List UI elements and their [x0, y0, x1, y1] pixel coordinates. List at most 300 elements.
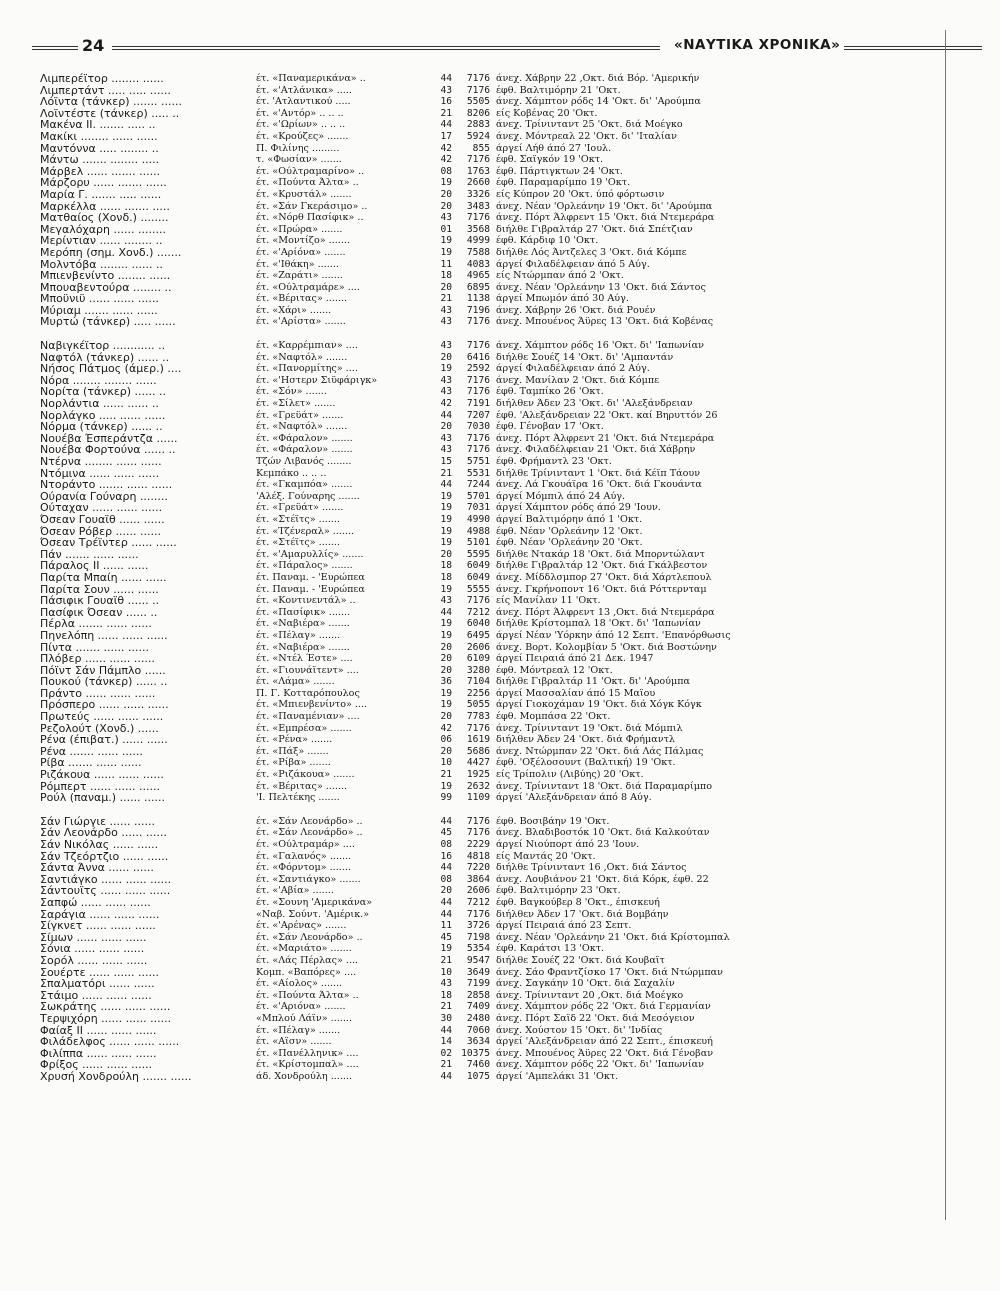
table-row — [40, 642, 780, 654]
table-row — [40, 119, 780, 131]
ship-position: άνεχ. Νέαν 'Ορλεάνην 13 'Οκτ. διά Σάντος — [496, 281, 706, 293]
table-row — [40, 1048, 780, 1060]
table-row — [40, 73, 780, 85]
tonnage: 2592 — [466, 363, 490, 375]
ship-position: έφθ. Νέαν 'Ορλεάνην 12 'Οκτ. — [496, 525, 643, 537]
ship-agent: έτ. «Παναμένιαν» .... — [256, 711, 360, 723]
table-row — [40, 456, 780, 468]
tonnage: 6040 — [466, 618, 490, 630]
tonnage: 1763 — [466, 165, 490, 177]
ship-positions-table — [40, 73, 780, 1094]
ship-name: Πίντα ....... ...... ...... — [40, 641, 149, 654]
ship-position: διήλθεν Άδεν 17 'Οκτ. διά Βομβάην — [496, 908, 669, 920]
ship-name: Όσεαν Τρέϊντερ ...... ...... — [40, 537, 177, 549]
table-row — [40, 595, 780, 607]
build-year: 20 — [440, 641, 452, 653]
table-row — [40, 897, 780, 909]
table-row — [40, 143, 780, 155]
table-row — [40, 560, 780, 572]
ship-position: άνεχ. Χάβρην 26 'Οκτ. διά Ρουέν — [496, 304, 656, 316]
tonnage: 7176 — [466, 154, 490, 166]
ship-position: είς Κοβένας 20 'Οκτ. — [496, 107, 598, 119]
ship-agent: έτ. «Φόρντομ» ....... — [256, 862, 351, 874]
table-row — [40, 769, 780, 781]
table-row — [40, 444, 780, 456]
table-row — [40, 514, 780, 526]
ship-name: Φιλάδελφος ...... ...... ...... — [40, 1036, 180, 1048]
ship-position: άνεχ. Μίδδλσμπορ 27 'Οκτ. διά Χάρτλεπουλ — [496, 571, 712, 583]
table-row — [40, 1071, 780, 1083]
build-year: 21 — [440, 293, 452, 305]
table-row — [40, 479, 780, 491]
build-year: 36 — [440, 676, 452, 688]
ship-agent: Τζών Λιβανός ........ — [256, 456, 352, 467]
ship-agent: έτ. «Ναβιέρα» ....... — [256, 641, 350, 653]
ship-agent: έτ. «'Ιθάκη» ....... — [256, 258, 339, 270]
table-row — [40, 410, 780, 422]
build-year: 19 — [440, 583, 452, 595]
table-row — [40, 108, 780, 120]
build-year: 06 — [440, 734, 452, 746]
ship-name: Σάντα Άννα ...... ...... — [40, 862, 154, 874]
table-row — [40, 862, 780, 874]
ship-position: διήλθεν Άδεν 23 'Οκτ. δι' 'Αλεξάνδρειαν — [496, 398, 693, 410]
ship-name: Ούρανία Γούναρη ........ — [40, 490, 168, 503]
ship-name: Σπαλματόρι ...... ...... — [40, 978, 155, 990]
ship-position: άργεί Πειραιά άπό 21 Δεκ. 1947 — [496, 653, 654, 665]
ship-agent: έτ. «Σάν Λεονάρδο» .. — [256, 931, 363, 943]
ship-position: άνεχ. Λά Γκουάϊρα 16 'Οκτ. διά Γκουάντα — [496, 479, 702, 491]
tonnage: 7176 — [466, 73, 490, 84]
ship-agent: έτ. «Μαριάτο» ....... — [256, 943, 352, 955]
build-year: 16 — [440, 850, 452, 862]
table-row — [40, 734, 780, 746]
tonnage: 6049 — [466, 571, 490, 583]
ship-agent: έτ. «'Ωρίων» .. .. .. — [256, 119, 346, 131]
tonnage: 7176 — [466, 722, 490, 734]
build-year: 20 — [440, 653, 452, 665]
ship-agent: έτ. «Αΐσν» ....... — [256, 1036, 332, 1048]
ship-agent: έτ. «Φάραλον» ....... — [256, 444, 353, 456]
tonnage: 5924 — [466, 130, 490, 142]
ship-position: διήλθε Τρίνινταντ 16 ,Οκτ. διά Σάντος — [496, 862, 687, 874]
table-row — [40, 270, 780, 282]
tonnage: 3483 — [466, 200, 490, 212]
ship-agent: έτ. «Παναμερικάνα» .. — [256, 73, 366, 84]
ship-position: άνεχ. Πόρτ Άλφρεντ 13 ,Οκτ. διά Ντεμεράρα — [496, 606, 715, 618]
tonnage: 6049 — [466, 560, 490, 572]
table-row — [40, 375, 780, 387]
ship-agent: «Ναβ. Σούντ. 'Αμέρικ.» — [256, 908, 370, 920]
ship-position: άργεί 'Αμπελάκι 31 'Οκτ. — [496, 1070, 619, 1082]
ship-name: Παρίτα Σουν ...... ...... — [40, 583, 159, 596]
ship-agent: έτ. «'Αρίστα» ....... — [256, 316, 346, 328]
ship-position: άνεχ. Φιλαδέλφειαν 21 'Οκτ. διά Χάβρην — [496, 444, 696, 456]
build-year: 20 — [440, 711, 452, 723]
tonnage: 4965 — [466, 270, 490, 282]
ship-name: Ναβιγκέϊτορ ............ .. — [40, 340, 166, 352]
ship-name: Σάν Γιώργιε ...... ...... — [40, 815, 156, 828]
ship-name: Πασίφικ Όσεαν ...... .. — [40, 606, 158, 619]
ship-name: Τερψιχόρη ...... ...... ...... — [40, 1012, 172, 1025]
tonnage: 1075 — [466, 1070, 490, 1082]
build-year: 19 — [440, 513, 452, 525]
tonnage: 7176 — [466, 340, 490, 352]
table-row — [40, 874, 780, 886]
build-year: 45 — [440, 931, 452, 943]
ship-position: είς Ντώρμπαν άπό 2 'Οκτ. — [496, 270, 624, 282]
build-year: 44 — [440, 73, 452, 84]
tonnage: 5686 — [466, 745, 490, 757]
table-row — [40, 665, 780, 677]
ship-position: άνεχ. Σάο Φραντζίσκο 17 'Οκτ. διά Ντώρμπαν — [496, 966, 723, 978]
ship-name: Πόϊντ Σάν Πάμπλο ...... — [40, 664, 166, 677]
ship-agent: έτ. «Αίολος» ....... — [256, 978, 343, 990]
tonnage: 1925 — [466, 769, 490, 781]
ship-agent: έτ. «'Αρένας» ....... — [256, 920, 347, 932]
ship-name: Πάραλος ΙΙ ...... ...... — [40, 560, 149, 572]
table-row — [40, 711, 780, 723]
ship-name: Ναφτόλ (τάνκερ) ...... .. — [40, 351, 170, 364]
ship-agent: έτ. «Πάραλος» ....... — [256, 560, 353, 572]
ship-name: Μάρβελ ...... ....... ...... — [40, 165, 161, 178]
tonnage: 7060 — [466, 1024, 490, 1036]
ship-name: Λοϊντέστε (τάνκερ) ..... .. — [40, 107, 180, 120]
build-year: 44 — [440, 409, 452, 421]
ship-agent: έτ. «Σουνη 'Αμερικάνα» — [256, 896, 373, 908]
tonnage: 5354 — [466, 943, 490, 955]
ship-agent: έτ. «Γρεϋάτ» ....... — [256, 409, 344, 421]
ship-position: είς Τρίπολιν (Λιβύης) 20 'Οκτ. — [496, 769, 644, 781]
ship-name: Μακένα ΙΙ. ....... ..... .. — [40, 119, 156, 131]
tonnage: 5531 — [466, 467, 490, 479]
build-year: 20 — [440, 664, 452, 676]
build-year: 08 — [440, 839, 452, 850]
build-year: 21 — [440, 1001, 452, 1013]
ship-position: άργεί 'Αλεξάνδρειαν άπό 22 Σεπτ., έπισκευή — [496, 1036, 713, 1048]
build-year: 20 — [440, 421, 452, 433]
ship-name: Ρεζολούτ (Χονδ.) ...... — [40, 722, 159, 735]
table-row — [40, 757, 780, 769]
build-year: 19 — [440, 943, 452, 955]
build-year: 43 — [440, 978, 452, 990]
tonnage: 7176 — [466, 444, 490, 456]
ship-name: Σάν Τζεόρτζιο ...... ...... — [40, 850, 169, 863]
ship-agent: έτ. «Ναβιέρα» ....... — [256, 618, 350, 630]
ship-position: έφθ. Πάρτιγκτων 24 'Οκτ. — [496, 165, 623, 177]
ship-position: διήλθε Σουέζ 14 'Οκτ. δι' 'Αμπαντάν — [496, 351, 674, 363]
ship-position: έφθ. Μόντρεαλ 12 'Οκτ. — [496, 664, 613, 676]
ship-list-section — [40, 816, 780, 1083]
ship-agent: Κεμπάκο .. .. .. — [256, 467, 327, 479]
ship-position: άνεχ. Χάμπτον ρόδς 14 'Οκτ. δι' 'Αρούμπα — [496, 96, 701, 108]
build-year: 20 — [440, 200, 452, 212]
tonnage: 3568 — [466, 223, 490, 235]
table-row — [40, 1036, 780, 1048]
tonnage: 7176 — [466, 595, 490, 607]
ship-position: άνεχ. Χάβρην 22 ,Οκτ. διά Βόρ. 'Αμερικήν — [496, 73, 700, 84]
ship-agent: έτ. «Τζένεραλ» ....... — [256, 525, 355, 537]
ship-name: Πουκού (τάνκερ) ...... .. — [40, 676, 168, 688]
ship-name: Λιμπερτάντ ..... ..... ...... — [40, 84, 171, 97]
tonnage: 7196 — [466, 304, 490, 316]
tonnage: 7199 — [466, 978, 490, 990]
ship-name: Μποϋνιϋ ...... ...... ...... — [40, 293, 159, 305]
ship-list-section — [40, 340, 780, 804]
ship-name: Νήσος Πάτμος (άμερ.) .... — [40, 363, 182, 375]
tonnage: 5055 — [466, 699, 490, 711]
build-year: 21 — [440, 107, 452, 119]
ship-name: Νορλάντια ...... ...... .. — [40, 398, 159, 410]
tonnage: 6416 — [466, 351, 490, 363]
ship-agent: έτ. «Γρεϋάτ» ....... — [256, 502, 344, 514]
ship-name: Ματθαίος (Χονδ.) ........ — [40, 212, 169, 224]
ship-agent: τ. «Φωσίαν» ....... — [256, 154, 342, 166]
ship-name: Σορόλ ...... ...... ...... — [40, 954, 148, 967]
ship-agent: έτ. «Πασίφικ» ....... — [256, 606, 351, 618]
table-row — [40, 352, 780, 364]
ship-position: έφθ. Νέαν 'Ορλεάνην 20 'Οκτ. — [496, 537, 643, 549]
table-row — [40, 224, 780, 236]
ship-position: είς Κύπρον 20 'Οκτ. ύπό φόρτωσιν — [496, 188, 665, 200]
ship-name: Σουέρτε ...... ...... ...... — [40, 966, 159, 979]
ship-position: άργεί 'Αλεξάνδρειαν άπό 8 Αύγ. — [496, 792, 652, 804]
ship-name: Σάν Νικόλας ...... ...... — [40, 839, 159, 851]
build-year: 30 — [440, 1012, 452, 1024]
ship-position: άνεχ. Πόρτ Άλφρεντ 15 'Οκτ. διά Ντεμεράρα — [496, 212, 715, 224]
tonnage: 7460 — [466, 1059, 490, 1071]
ship-agent: έτ. «Πρώρα» ....... — [256, 223, 343, 235]
table-row — [40, 746, 780, 758]
tonnage: 7191 — [466, 398, 490, 410]
table-row — [40, 85, 780, 97]
ship-agent: έτ. «Ούλτραμάρ» .... — [256, 839, 355, 850]
ship-agent: έτ. 'Ατλαντικού ..... — [256, 96, 351, 108]
build-year: 21 — [440, 954, 452, 966]
ship-position: έφθ. 'Αλεξάνδρειαν 22 'Οκτ. καί Βηρυττόν 26 — [496, 409, 718, 421]
ship-name: Ρίβα ....... ...... ...... — [40, 757, 142, 770]
ship-position: άνεχ. Χάμπτον ρόδς 22 'Οκτ. δι' 'Ιαπωνίαν — [496, 1059, 704, 1071]
build-year: 14 — [440, 1036, 452, 1048]
table-row — [40, 1025, 780, 1037]
ship-name: Σαντιάγκο ...... ...... ...... — [40, 873, 172, 886]
tonnage: 1619 — [466, 734, 490, 746]
table-row — [40, 572, 780, 584]
ship-agent: έτ. «Ζαράτι» ....... — [256, 270, 343, 282]
build-year: 01 — [440, 223, 452, 235]
table-row — [40, 189, 780, 201]
build-year: 19 — [440, 246, 452, 258]
ship-position: διήλθε Σουέζ 22 'Οκτ. διά Κουβαΐτ — [496, 954, 665, 966]
build-year: 11 — [440, 920, 452, 932]
build-year: 20 — [440, 548, 452, 560]
ship-name: Σάν Λεονάρδο ...... ...... — [40, 827, 167, 839]
ship-agent: έτ. «Πούντα Άλτα» .. — [256, 989, 359, 1001]
ship-name: Πλόβερ ...... ...... ...... — [40, 653, 155, 665]
ship-agent: έτ. «'Αρίόνα» ....... — [256, 246, 346, 258]
ship-name: Μερόπη (σημ. Χονδ.) ....... — [40, 246, 182, 259]
ship-name: Πάν ....... ...... ...... — [40, 548, 139, 561]
ship-name: Παρίτα Μπαίη ...... ...... — [40, 571, 167, 584]
ship-name: Ντέρνα ........ ...... ...... — [40, 456, 162, 468]
tonnage: 2632 — [466, 780, 490, 792]
build-year: 19 — [440, 629, 452, 641]
ship-agent: έτ. «'Αβία» ....... — [256, 885, 334, 897]
ship-position: διήλθε Λός Άντζελες 3 'Οκτ. διά Κόμπε — [496, 246, 687, 258]
build-year: 19 — [440, 363, 452, 375]
table-row — [40, 177, 780, 189]
table-row — [40, 502, 780, 514]
ship-position: άνεχ. Μόντρεαλ 22 'Οκτ. δι' 'Ιταλίαν — [496, 130, 677, 142]
table-row — [40, 363, 780, 375]
table-row — [40, 851, 780, 863]
ship-position: έφθ. Σαϊγκόν 19 'Οκτ. — [496, 154, 604, 166]
ship-agent: έτ. «Βέριτας» ....... — [256, 293, 348, 305]
page-header — [32, 36, 982, 58]
ship-name: Πέρλα ....... ...... ...... — [40, 618, 152, 630]
tonnage: 1109 — [466, 792, 490, 804]
ship-name: Χρυσή Χονδρούλη ....... ...... — [40, 1070, 192, 1083]
ship-agent: έτ. «Καρρέμπιαν» .... — [256, 340, 358, 352]
tonnage: 3634 — [466, 1036, 490, 1048]
table-row — [40, 305, 780, 317]
table-row — [40, 421, 780, 433]
ship-agent: έτ. «Λάς Πέρλας» .... — [256, 954, 359, 966]
build-year: 19 — [440, 525, 452, 537]
ship-position: άργεί Λήθ άπό 27 'Ιουλ. — [496, 142, 612, 154]
ship-position: έφθ. Μομπάσα 22 'Οκτ. — [496, 711, 611, 723]
build-year: 45 — [440, 827, 452, 839]
table-row — [40, 827, 780, 839]
tonnage: 7176 — [466, 316, 490, 328]
build-year: 10 — [440, 966, 452, 978]
tonnage: 3326 — [466, 188, 490, 200]
build-year: 44 — [440, 479, 452, 491]
build-year: 43 — [440, 432, 452, 444]
table-row — [40, 699, 780, 711]
build-year: 43 — [440, 212, 452, 224]
build-year: 18 — [440, 571, 452, 583]
table-row — [40, 955, 780, 967]
ship-agent: έτ. «Ρένα» ....... — [256, 734, 333, 746]
build-year: 43 — [440, 386, 452, 398]
tonnage: 7030 — [466, 421, 490, 433]
ship-agent: έτ. «Κοντινεντάλ» .. — [256, 595, 356, 607]
table-row — [40, 967, 780, 979]
ship-position: διήλθε Κρίστομπαλ 18 'Οκτ. δι' 'Ιαπωνίαν — [496, 618, 701, 630]
build-year: 20 — [440, 188, 452, 200]
tonnage: 2480 — [466, 1012, 490, 1024]
ship-name: Ρένα (έπιβατ.) ...... ...... — [40, 734, 168, 746]
tonnage: 7212 — [466, 606, 490, 618]
ship-name: Μαρία Γ. ....... ..... ...... — [40, 188, 162, 201]
ship-position: άργεί Φιλαδέλφειαν άπό 5 Αύγ. — [496, 258, 650, 270]
ship-position: είς Μανίλαν 11 'Οκτ. — [496, 595, 601, 607]
ship-name: Πράντο ...... ...... ...... — [40, 687, 156, 700]
build-year: 44 — [440, 606, 452, 618]
build-year: 44 — [440, 815, 452, 827]
ship-name: Νουέβα Φορτούνα ...... .. — [40, 444, 176, 456]
tonnage: 2660 — [466, 177, 490, 189]
header-rule-left — [32, 46, 78, 50]
ship-position: έφθ. Βαγκούβερ 8 'Οκτ., έπισκευή — [496, 896, 660, 908]
tonnage: 2256 — [466, 687, 490, 699]
build-year: 18 — [440, 989, 452, 1001]
build-year: 44 — [440, 119, 452, 131]
ship-agent: έτ. «Σόν» ....... — [256, 386, 327, 398]
ship-list-section — [40, 73, 780, 328]
ship-name: Σίγκνετ ...... ...... ...... — [40, 920, 156, 932]
ship-agent: έτ. «Γκαμπόα» ....... — [256, 479, 353, 491]
build-year: 43 — [440, 374, 452, 386]
ship-name: Σωκράτης ...... ...... ...... — [40, 1001, 171, 1013]
tonnage: 7176 — [466, 84, 490, 96]
ship-agent: έτ. «Πάξ» ....... — [256, 745, 329, 757]
ship-position: έφθ. Βαλτιμόρην 21 'Οκτ. — [496, 84, 621, 96]
ship-name: Στάιμο ...... ...... ...... — [40, 989, 152, 1002]
build-year: 08 — [440, 165, 452, 177]
ship-name: Μολντόβα ........ ...... .. — [40, 258, 163, 271]
ship-agent: έτ. «Πούντα Άλτα» .. — [256, 177, 359, 189]
ship-position: έφθ. Φρήμαντλ 23 'Οκτ. — [496, 456, 612, 467]
ship-agent: έτ. «Κρίστομπαλ» .... — [256, 1059, 359, 1071]
build-year: 42 — [440, 398, 452, 410]
tonnage: 6895 — [466, 281, 490, 293]
ship-name: Μακίκι ........ ...... ...... — [40, 130, 158, 143]
build-year: 42 — [440, 154, 452, 166]
tonnage: 9547 — [466, 954, 490, 966]
table-row — [40, 549, 780, 561]
ship-agent: 'Ι. Πελτέκης ....... — [256, 792, 340, 804]
ship-agent: έτ. «'Αμαρυλλίς» ....... — [256, 548, 364, 560]
build-year: 43 — [440, 595, 452, 607]
ship-position: διήλθεν Άδεν 24 'Οκτ. διά Φρήμαντλ — [496, 734, 675, 746]
build-year: 19 — [440, 502, 452, 514]
ship-name: Σαπφώ ...... ...... ...... — [40, 896, 151, 909]
build-year: 10 — [440, 757, 452, 769]
build-year: 43 — [440, 84, 452, 96]
table-row — [40, 885, 780, 897]
ship-agent: έτ. «Πανορμίτης» .... — [256, 363, 358, 375]
tonnage: 7207 — [466, 409, 490, 421]
table-row — [40, 293, 780, 305]
table-row — [40, 96, 780, 108]
table-row — [40, 932, 780, 944]
ship-name: Νορίτα (τάνκερ) ...... .. — [40, 386, 167, 399]
header-rule-middle — [112, 46, 660, 50]
build-year: 99 — [440, 792, 452, 804]
build-year: 43 — [440, 316, 452, 328]
ship-agent: έτ. «'Ηστερν Σιϋφάριγκ» — [256, 374, 378, 386]
ship-agent: έτ. «Ναφτόλ» ....... — [256, 421, 348, 433]
tonnage: 7176 — [466, 432, 490, 444]
ship-name: Φρίξος ...... ...... ...... — [40, 1059, 153, 1071]
ship-name: Νορλάγκο ..... ...... ...... — [40, 409, 166, 422]
build-year: 19 — [440, 177, 452, 189]
table-row — [40, 1059, 780, 1071]
ship-agent: Π. Γ. Κοτταρόπουλος — [256, 687, 360, 699]
tonnage: 6495 — [466, 629, 490, 641]
tonnage: 7176 — [466, 815, 490, 827]
build-year: 20 — [440, 281, 452, 293]
build-year: 11 — [440, 258, 452, 270]
ship-position: διήλθε Γιβραλτάρ 27 'Οκτ. διά Σπέτζιαν — [496, 223, 693, 235]
ship-name: Φαίαξ ΙΙ ...... ...... ...... — [40, 1024, 157, 1037]
ship-name: Όσεαν Γουαϊθ ...... ...... — [40, 513, 165, 526]
ship-name: Ντόμινα ...... ...... ...... — [40, 467, 160, 480]
table-row — [40, 943, 780, 955]
ship-agent: έτ. «Σάν Λεονάρδο» .. — [256, 815, 363, 827]
